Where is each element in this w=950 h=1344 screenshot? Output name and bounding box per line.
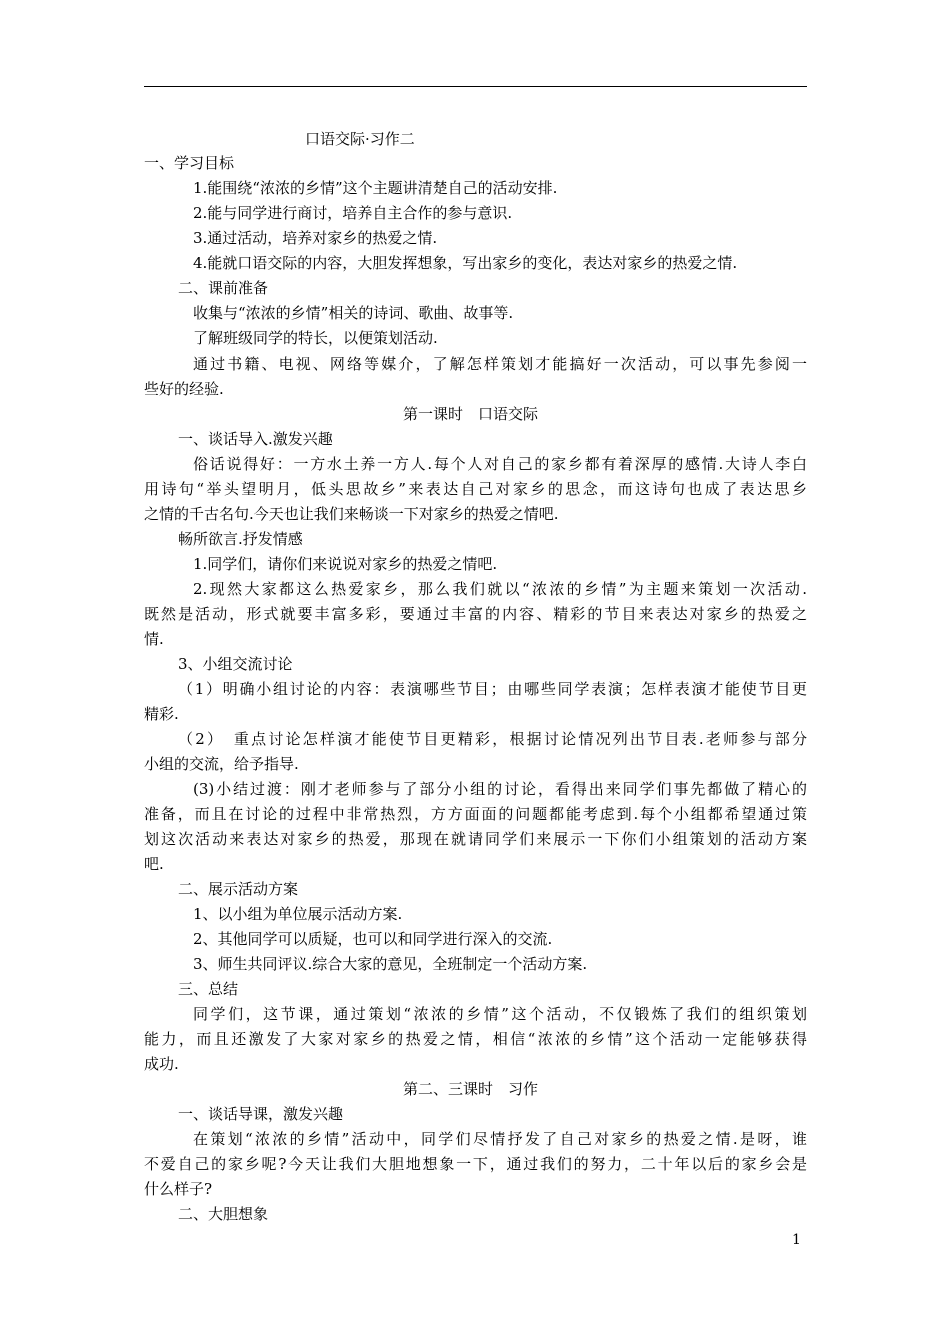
- paragraph-line: 成功.: [144, 1055, 179, 1073]
- section-heading: 二、课前准备: [178, 279, 269, 297]
- list-item: 准备，而且在讨论的过程中非常热烈，方方面面的问题都能考虑到.每个小组都希望通过策: [144, 805, 807, 823]
- paragraph-line: 收集与“浓浓的乡情”相关的诗词、歌曲、故事等.: [193, 304, 514, 322]
- objective-item: 4.能就口语交际的内容，大胆发挥想象，写出家乡的变化，表达对家乡的热爱之情.: [193, 254, 738, 272]
- list-item: （2） 重点讨论怎样演才能使节目更精彩，根据讨论情况列出节目表.老师参与部分: [178, 730, 807, 748]
- objective-item: 2.能与同学进行商讨，培养自主合作的参与意识.: [193, 204, 513, 222]
- list-item: 情.: [144, 630, 164, 648]
- list-item: 3、师生共同评议.综合大家的意见，全班制定一个活动方案.: [193, 955, 588, 973]
- page-number: 1: [792, 1232, 801, 1248]
- paragraph-line: 不爱自己的家乡呢?今天让我们大胆地想象一下，通过我们的努力，二十年以后的家乡会是: [144, 1155, 807, 1173]
- list-item: 1、以小组为单位展示活动方案.: [193, 905, 403, 923]
- paragraph-line: 了解班级同学的特长，以便策划活动.: [193, 329, 438, 347]
- objective-item: 1.能围绕“浓浓的乡情”这个主题讲清楚自己的活动安排.: [193, 179, 558, 197]
- lesson-title: 第二、三课时 习作: [403, 1080, 539, 1098]
- list-item: 精彩.: [144, 705, 179, 723]
- section-heading: 3、小组交流讨论: [178, 655, 293, 673]
- list-item: 吧.: [144, 855, 164, 873]
- lesson-title: 第一课时 口语交际: [403, 405, 539, 423]
- paragraph-line: 什么样子?: [144, 1180, 213, 1198]
- section-heading: 一、学习目标: [144, 154, 235, 172]
- list-item: (3)小结过渡：刚才老师参与了部分小组的讨论，看得出来同学们事先都做了精心的: [193, 780, 807, 798]
- section-heading: 一、谈话导课，激发兴趣: [178, 1105, 344, 1123]
- paragraph-line: 之情的千古名句.今天也让我们来畅谈一下对家乡的热爱之情吧.: [144, 505, 559, 523]
- list-item: 2.现然大家都这么热爱家乡，那么我们就以“浓浓的乡情”为主题来策划一次活动.: [193, 580, 807, 598]
- paragraph-line: 些好的经验.: [144, 380, 224, 398]
- section-heading: 二、大胆想象: [178, 1205, 269, 1223]
- list-item: 既然是活动，形式就要丰富多彩，要通过丰富的内容、精彩的节目来表达对家乡的热爱之: [144, 605, 807, 623]
- paragraph-line: 通过书籍、电视、网络等媒介，了解怎样策划才能搞好一次活动，可以事先参阅一: [193, 355, 807, 373]
- paragraph-line: 用诗句“举头望明月，低头思故乡”来表达自己对家乡的思念，而这诗句也成了表达思乡: [144, 480, 807, 498]
- paragraph-line: 在策划“浓浓的乡情”活动中，同学们尽情抒发了自己对家乡的热爱之情.是呀，谁: [193, 1130, 807, 1148]
- paragraph-line: 俗话说得好：一方水土养一方人.每个人对自己的家乡都有着深厚的感情.大诗人李白: [193, 455, 807, 473]
- list-item: 2、其他同学可以质疑，也可以和同学进行深入的交流.: [193, 930, 553, 948]
- document-title: 口语交际·习作二: [305, 130, 415, 148]
- paragraph-line: 能力，而且还激发了大家对家乡的热爱之情，相信“浓浓的乡情”这个活动一定能够获得: [144, 1030, 807, 1048]
- objective-item: 3.通过活动，培养对家乡的热爱之情.: [193, 229, 438, 247]
- list-item: 划这次活动来表达对家乡的热爱，那现在就请同学们来展示一下你们小组策划的活动方案: [144, 830, 807, 848]
- section-heading: 二、展示活动方案: [178, 880, 299, 898]
- list-item: 1.同学们，请你们来说说对家乡的热爱之情吧.: [193, 555, 498, 573]
- list-item: （1）明确小组讨论的内容：表演哪些节目；由哪些同学表演；怎样表演才能使节目更: [178, 680, 807, 698]
- section-heading: 一、谈话导入.激发兴趣: [178, 430, 333, 448]
- paragraph-line: 同学们，这节课，通过策划“浓浓的乡情”这个活动，不仅锻炼了我们的组织策划: [193, 1005, 807, 1023]
- list-item: 小组的交流，给予指导.: [144, 755, 299, 773]
- section-heading: 三、总结: [178, 980, 239, 998]
- section-heading: 畅所欲言.抒发情感: [178, 530, 303, 548]
- header-rule: [144, 86, 807, 87]
